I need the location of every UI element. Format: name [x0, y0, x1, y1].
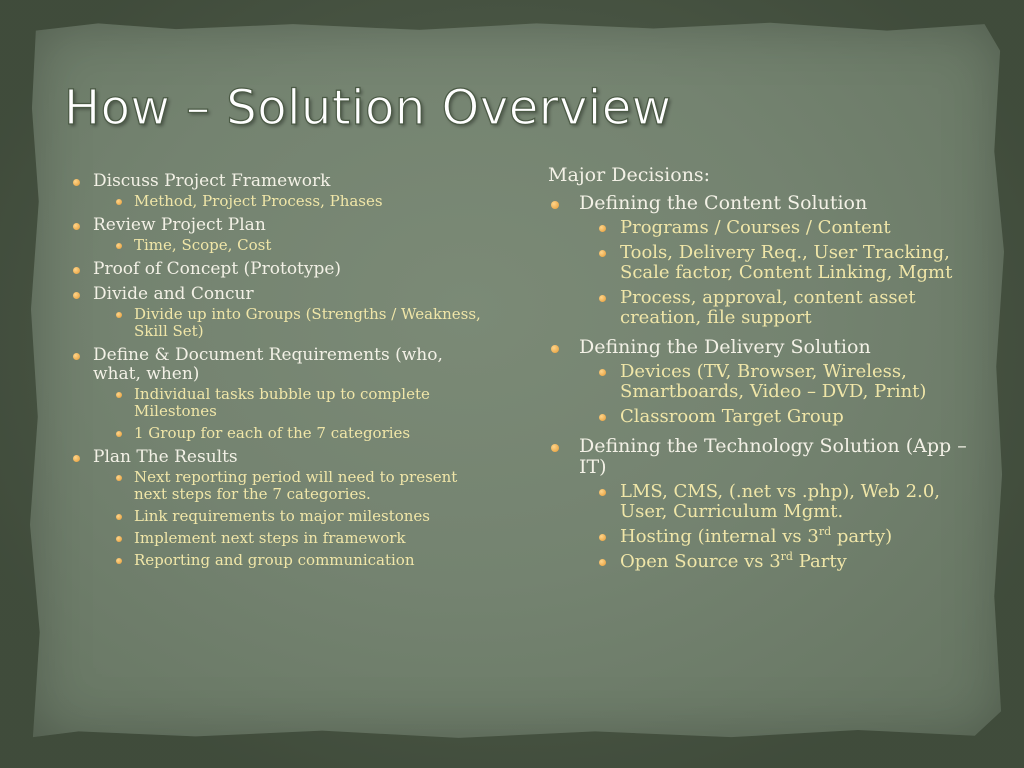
sub-list-item-label: Divide up into Groups (Strengths / Weakness, Skill Set) [134, 305, 481, 340]
sub-list-item [596, 288, 968, 328]
bullet-icon [599, 414, 606, 421]
sub-list-item-label: Programs / Courses / Content [620, 217, 891, 238]
list-item-label: Plan The Results [93, 447, 238, 467]
sub-list-item [596, 482, 968, 522]
bullet-icon [73, 353, 80, 360]
sub-list [93, 386, 482, 442]
right-column [548, 164, 968, 581]
list-item [548, 193, 968, 328]
list-item [548, 436, 968, 572]
bullet-icon [599, 534, 606, 541]
bullet-icon [599, 489, 606, 496]
bullet-icon [73, 267, 80, 274]
bullet-icon [116, 475, 122, 481]
sub-list-item-label: Method, Project Process, Phases [134, 192, 383, 210]
sub-list-item [114, 237, 482, 254]
list-item [72, 216, 482, 254]
open-source-superscript: rd [780, 550, 793, 563]
hosting-superscript: rd [818, 525, 832, 538]
bullet-icon [116, 199, 122, 205]
open-source-text-tail: Party [792, 551, 847, 572]
list-item [548, 337, 968, 427]
sub-list-item-label: Link requirements to major milestones [134, 507, 430, 525]
bullet-icon [116, 536, 122, 542]
bullet-icon [551, 444, 559, 452]
bullet-icon [116, 392, 122, 398]
sub-list-item [114, 508, 482, 525]
bullet-icon [116, 431, 122, 437]
sub-list-item [596, 407, 968, 427]
sub-list-item-label: Classroom Target Group [620, 406, 844, 427]
hosting-text [620, 526, 892, 547]
sub-list-item-label: Process, approval, content asset creation, file support [620, 287, 916, 328]
open-source-text-main: Open Source vs 3 [620, 551, 781, 572]
bullet-icon [599, 295, 606, 302]
bullet-icon [599, 225, 606, 232]
sub-list-item [114, 469, 482, 503]
bullet-icon [599, 250, 606, 257]
sub-list-item-label: Devices (TV, Browser, Wireless, Smartboards, Video – DVD, Print) [620, 361, 927, 402]
sub-list-item-label: LMS, CMS, (.net vs .php), Web 2.0, User, Curriculum Mgmt. [620, 481, 941, 522]
sub-list [579, 482, 968, 572]
sub-list-item [114, 306, 482, 340]
sub-list-item-label: 1 Group for each of the 7 categories [134, 424, 411, 442]
sub-list-item [114, 193, 482, 210]
sub-list-item [596, 218, 968, 238]
list-item [72, 285, 482, 340]
bullet-icon [551, 201, 559, 209]
bullet-icon [73, 292, 80, 299]
sub-list [93, 469, 482, 569]
list-item [72, 448, 482, 569]
sub-list-item-label: Next reporting period will need to present next steps for the 7 categories. [134, 468, 458, 503]
list-item [72, 172, 482, 210]
hosting-text-main: Hosting (internal vs 3 [620, 526, 819, 547]
list-item-label: Proof of Concept (Prototype) [93, 259, 342, 279]
list-item-label: Defining the Technology Solution (App – IT) [579, 435, 967, 478]
sub-list-item [114, 552, 482, 569]
bullet-icon [73, 179, 80, 186]
bullet-icon [116, 312, 122, 318]
bullet-icon [116, 243, 122, 249]
sub-list-item [114, 530, 482, 547]
bullet-icon [551, 345, 559, 353]
bullet-icon [599, 559, 606, 566]
sub-list-item [114, 425, 482, 442]
sub-list-item [596, 243, 968, 283]
hosting-text-tail: party) [831, 526, 893, 547]
list-item-label: Divide and Concur [93, 284, 254, 304]
bullet-icon [73, 223, 80, 230]
sub-list-item-hosting [596, 527, 968, 547]
slide-title: How – Solution Overview [64, 80, 672, 136]
sub-list [579, 362, 968, 427]
list-item-label: Discuss Project Framework [93, 171, 331, 191]
bullet-icon [73, 455, 80, 462]
bullet-icon [116, 558, 122, 564]
sub-list-item [114, 386, 482, 420]
sub-list [93, 237, 482, 254]
open-source-text [620, 551, 847, 572]
list-item-label: Review Project Plan [93, 215, 266, 235]
sub-list [93, 193, 482, 210]
list-item-label: Defining the Content Solution [579, 192, 868, 214]
bullet-icon [116, 514, 122, 520]
bullet-icon [599, 369, 606, 376]
list-item-label: Defining the Delivery Solution [579, 336, 871, 358]
sub-list [93, 306, 482, 340]
sub-list [579, 218, 968, 328]
major-decisions-heading: Major Decisions: [548, 164, 711, 186]
list-item-label: Define & Document Requirements (who, what, when) [93, 345, 443, 384]
sub-list-item-open-source [596, 552, 968, 572]
sub-list-item-label: Individual tasks bubble up to complete Milestones [134, 385, 430, 420]
sub-list-item-label: Implement next steps in framework [134, 529, 406, 547]
sub-list-item-label: Tools, Delivery Req., User Tracking, Scale factor, Content Linking, Mgmt [620, 242, 953, 283]
sub-list-item [596, 362, 968, 402]
list-item [72, 346, 482, 442]
left-column [72, 172, 482, 575]
sub-list-item-label: Reporting and group communication [134, 551, 415, 569]
left-bullet-list [72, 172, 482, 569]
sub-list-item-label: Time, Scope, Cost [134, 236, 272, 254]
right-bullet-list [548, 193, 968, 572]
list-item [72, 260, 482, 279]
